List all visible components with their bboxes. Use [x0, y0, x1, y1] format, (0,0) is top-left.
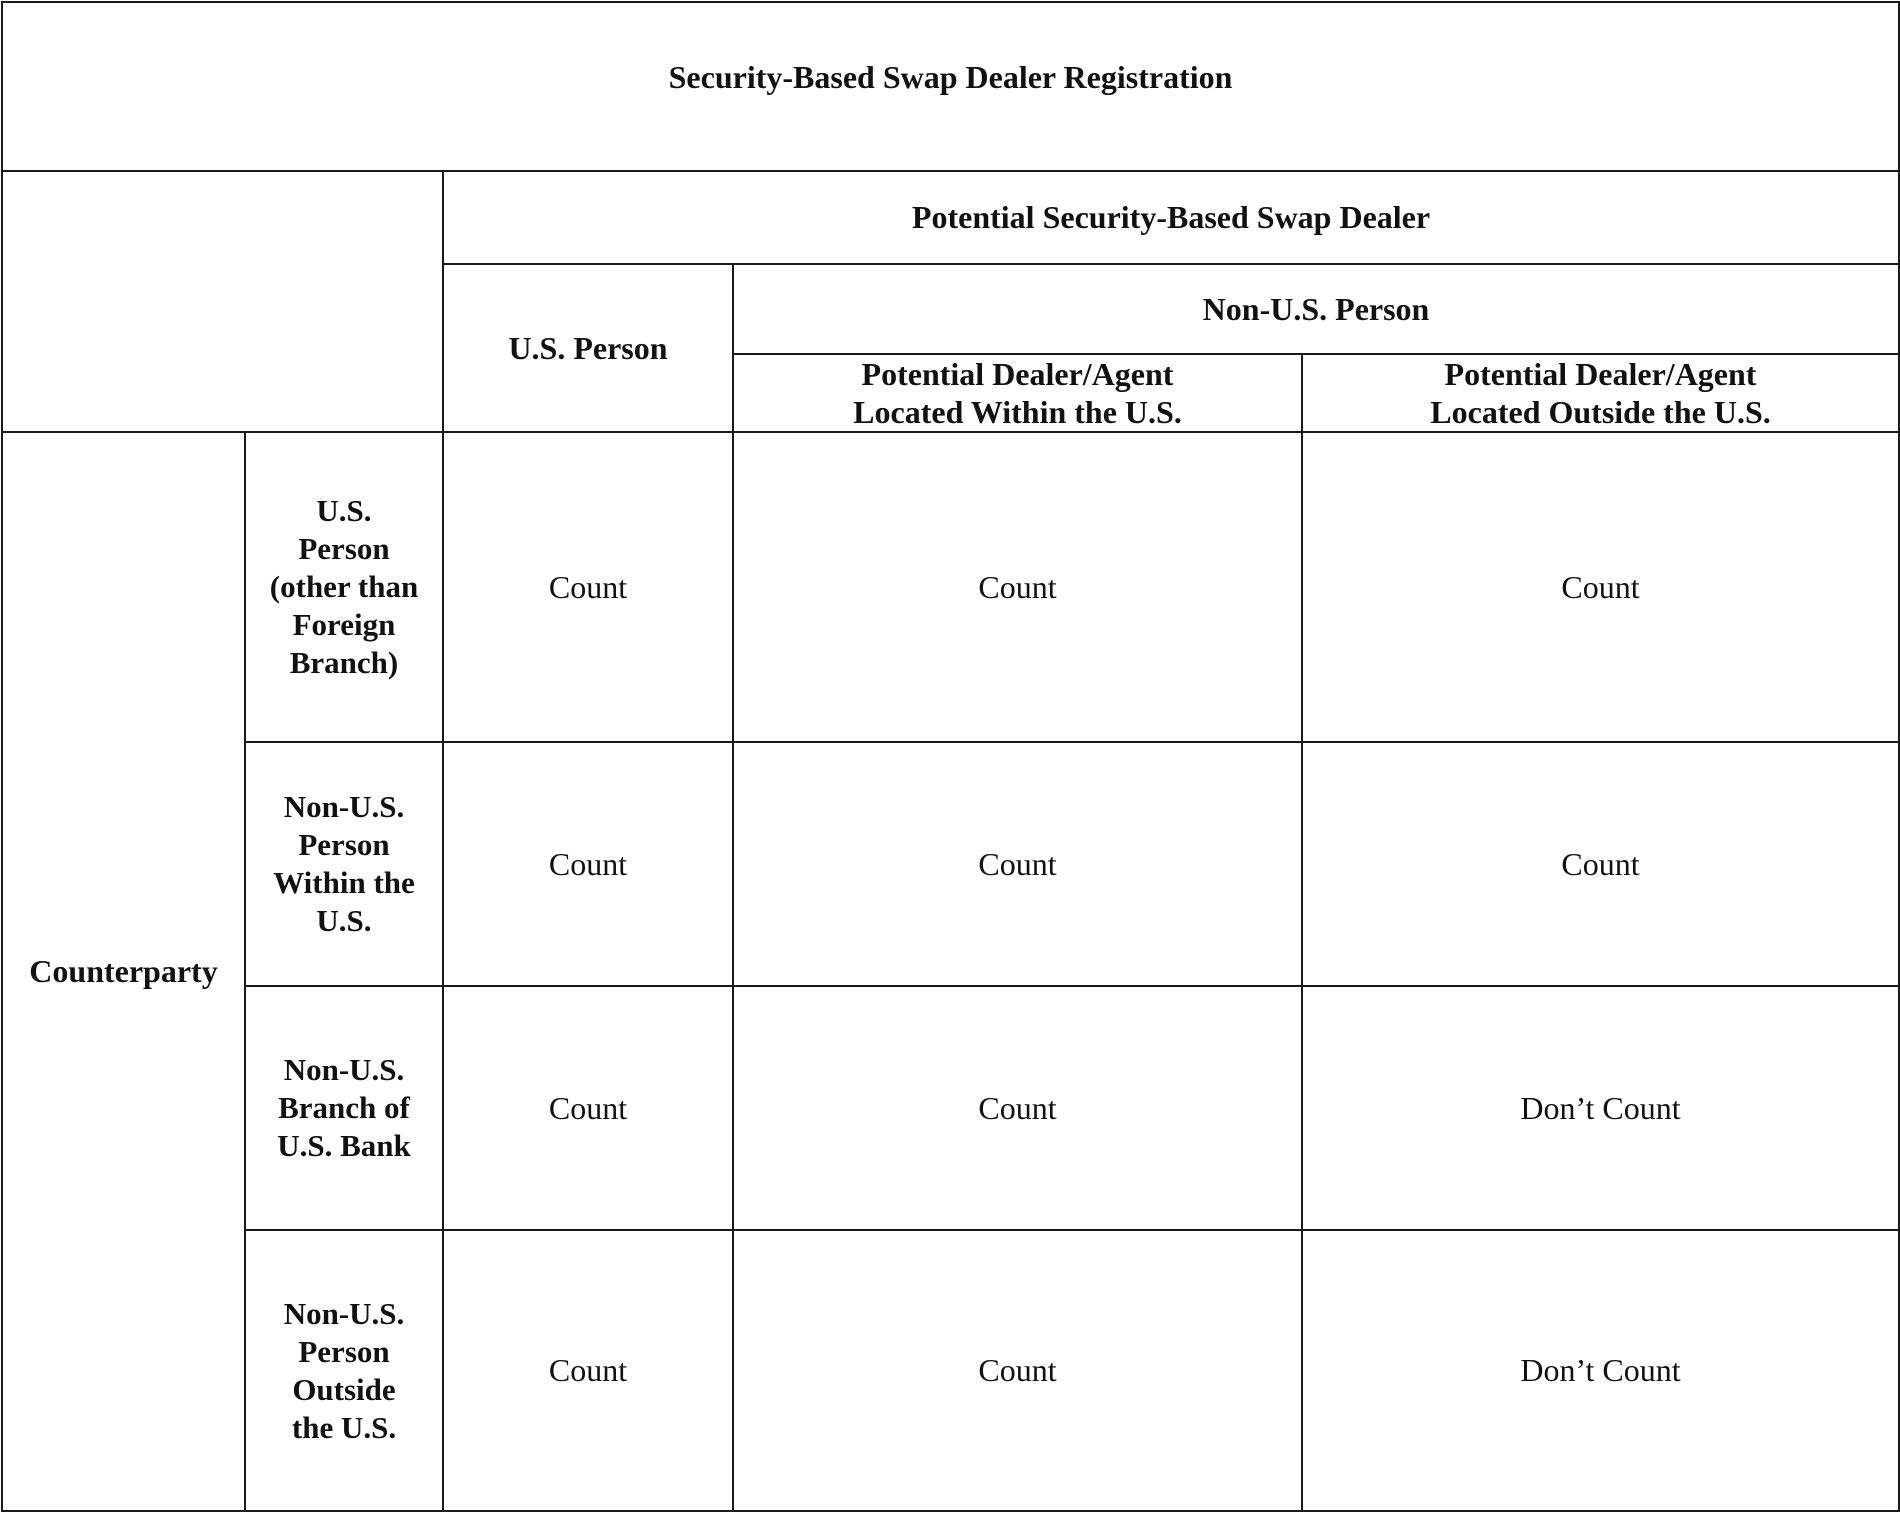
table-row — [2, 1230, 1899, 1511]
row-label-non-us-outside — [245, 1230, 443, 1511]
table-row — [2, 432, 1899, 742]
table-title: Security-Based Swap Dealer Registration — [2, 2, 1899, 171]
cell-value: Count — [443, 432, 733, 742]
cell-value: Count — [443, 1230, 733, 1511]
cell-value: Count — [443, 742, 733, 986]
cell-value: Count — [1302, 432, 1899, 742]
non-us-person-header: Non-U.S. Person — [733, 264, 1899, 354]
table-row — [2, 986, 1899, 1230]
outside-us-header-line1: Potential Dealer/Agent — [1444, 356, 1757, 392]
row-label-non-us-within — [245, 742, 443, 986]
row-label-us-person — [245, 432, 443, 742]
within-us-header — [733, 354, 1302, 432]
row-label-text: U.S. Person (other than Foreign Branch) — [269, 493, 419, 680]
within-us-header-line1: Potential Dealer/Agent — [861, 356, 1174, 392]
us-person-header: U.S. Person — [443, 264, 733, 432]
cell-value: Count — [1302, 742, 1899, 986]
within-us-header-line2: Located Within the U.S. — [853, 394, 1182, 430]
cell-value: Don’t Count — [1302, 1230, 1899, 1511]
cell-value: Count — [733, 432, 1302, 742]
outside-us-header-line2: Located Outside the U.S. — [1430, 394, 1771, 430]
table-row — [2, 742, 1899, 986]
cell-value: Count — [733, 986, 1302, 1230]
cell-value: Don’t Count — [1302, 986, 1899, 1230]
cell-value: Count — [733, 742, 1302, 986]
outside-us-header — [1302, 354, 1899, 432]
counterparty-label: Counterparty — [2, 432, 245, 1511]
registration-table — [1, 1, 1900, 1512]
row-label-text: Non-U.S. Person Outside the U.S. — [283, 1295, 405, 1445]
potential-dealer-header: Potential Security-Based Swap Dealer — [443, 171, 1899, 264]
cell-value: Count — [733, 1230, 1302, 1511]
row-label-text: Non-U.S. Branch of U.S. Bank — [277, 1052, 411, 1163]
row-label-non-us-branch — [245, 986, 443, 1230]
cell-value: Count — [443, 986, 733, 1230]
row-label-text: Non-U.S. Person Within the U.S. — [273, 789, 415, 938]
empty-corner-cell — [2, 171, 443, 432]
